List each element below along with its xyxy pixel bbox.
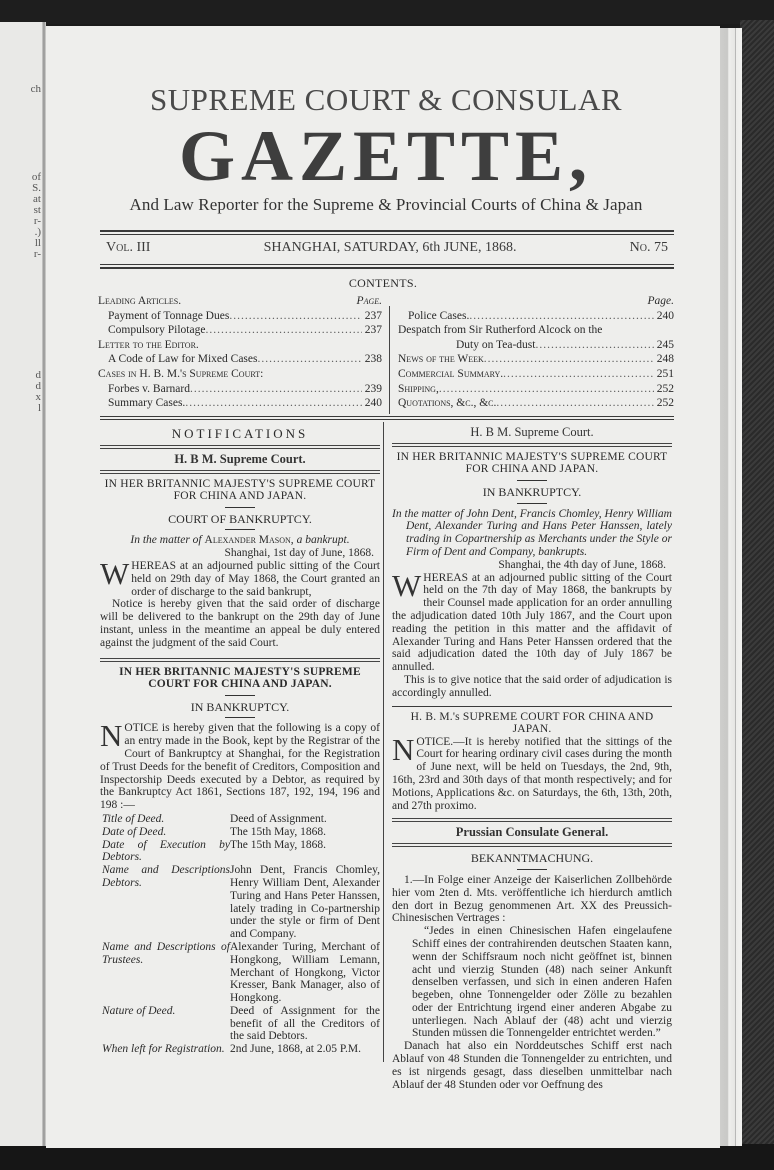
place-date: SHANGHAI, SATURDAY, 6th JUNE, 1868. bbox=[263, 240, 517, 255]
toc-section: Cases in H. B. M.'s Supreme Court: bbox=[98, 367, 264, 380]
deed-row: Name and Descriptions of Trustees. Alexander Turing, Merchant of Hongkong, William Lemann, Merchant of Hongkong, Victor Kresser, Bank Manager, also of Hongkong. bbox=[102, 940, 380, 1005]
margin-fragment: d bbox=[35, 380, 41, 392]
double-rule bbox=[392, 843, 672, 847]
toc-entry[interactable]: Despatch from Sir Rutherford Alcock on the bbox=[398, 324, 603, 337]
margin-fragment: S. bbox=[32, 182, 41, 194]
section-header: NOTIFICATIONS bbox=[171, 426, 309, 441]
notice-paragraph: Notice is hereby given that the said order of discharge will be delivered to the bankrupt on the 29th day of June instant, unless in the meantime an appeal be duly entered against the judgment of the said Court. bbox=[100, 598, 380, 649]
margin-fragment: st bbox=[33, 204, 41, 216]
double-rule bbox=[100, 470, 380, 474]
toc-entry[interactable]: Quotations, &c., &c. ..... 252 bbox=[398, 396, 674, 411]
deed-row: Date of Execution by Debtors. The 15th May, 1868. bbox=[102, 838, 327, 864]
deed-row: Title of Deed. Deed of Assignment. bbox=[102, 812, 327, 825]
matter-line: In the matter of Alexander Mason, a bankrupt. bbox=[130, 534, 350, 547]
court-header: H. B M. Supreme Court. bbox=[174, 451, 306, 466]
margin-fragment: at bbox=[33, 193, 41, 205]
toc-entry[interactable]: A Code of Law for Mixed Cases ..... 238 bbox=[98, 352, 382, 367]
contents-title: CONTENTS. bbox=[348, 276, 418, 290]
deed-row: Nature of Deed. Deed of Assignment for the benefit of all the Creditors of the said Debtors. bbox=[102, 1004, 380, 1043]
deed-row: Date of Deed. The 15th May, 1868. bbox=[102, 825, 327, 838]
rule bbox=[100, 264, 674, 265]
masthead bbox=[98, 82, 674, 216]
masthead-subtitle: And Law Reporter for the Supreme & Provincial Courts of China & Japan bbox=[129, 195, 643, 214]
margin-fragment: d bbox=[35, 369, 41, 381]
short-rule bbox=[225, 529, 255, 530]
short-rule bbox=[225, 717, 255, 718]
double-rule bbox=[392, 818, 672, 822]
double-rule bbox=[100, 445, 380, 449]
margin-fragment: ch bbox=[30, 83, 41, 95]
rule bbox=[100, 267, 674, 269]
rule bbox=[100, 230, 674, 232]
toc-left bbox=[98, 294, 382, 411]
notice-title: H. B. M.'s SUPREME COURT FOR CHINA AND JAPAN. bbox=[410, 710, 654, 736]
page-stack-edges bbox=[718, 28, 742, 1146]
notice-paragraph: WHEREAS at an adjourned public sitting of the Court held on the 7th day of May 1868, the bankrupts by their Counsel made application for an order annulling the adjudication dated 10th July 1867, and the Court upon reading the petition in this matter and the affidavit of Alexander Turing and Hans Peter Hanssen ordered that the said adjudication dated the 10th day of July 1867 be annulled. bbox=[392, 567, 672, 674]
short-rule bbox=[225, 507, 255, 508]
dateline: Shanghai, the 4th day of June, 1868. bbox=[498, 558, 666, 571]
margin-fragment: x bbox=[35, 391, 41, 403]
facing-page-edge bbox=[0, 22, 44, 1146]
notice-paragraph: Danach hat also ein Norddeutsches Schiff erst nach Ablauf von 48 Stunden die Tonnengelder zu entrichten, und es ist nirgends gesagt, dass dieselben unmittelbar nach Ablauf der 48 Stunden oder vor Oeffnung des bbox=[392, 1040, 672, 1091]
matter-line: In the matter of John Dent, Francis Chomley, Henry William Dent, Alexander Turing and Hans Peter Hanssen, lately trading in Copartnership as Merchants under the Style or Firm of Dent and Company, bankrupts. bbox=[392, 507, 672, 558]
margin-fragment: ll bbox=[34, 237, 41, 249]
toc-page-header: Page. bbox=[647, 295, 674, 307]
short-rule bbox=[225, 695, 255, 696]
deed-row: Name and Descriptions Debtors. John Dent, Francis Chomley, Henry William Dent, Alexander Turing and Hans Peter Hanssen, lately trading in Co-partnership under the style or firm of Dent and Company. bbox=[102, 864, 380, 941]
issue-line bbox=[106, 240, 668, 256]
notice-subtitle: COURT OF BANKRUPTCY. bbox=[168, 511, 312, 526]
quoted-article: “Jedes in einen Chinesischen Hafen eingelaufene Schiff eines der contrahirenden deutschen Staaten kann, wenn der Schiffsraum noch nicht geöffnet ist, binnen acht und vierzig Stunden (48) nach seiner Ankunft denselben verfassen, und sich in einen anderen Hafen begeben, ohne Tonnengelder oder Zölle zu bezahlen oder der Entrichtung irgend einer anderen Abgabe zu unterliegen. Nach Ablauf der (48) acht und vierzig Stunden müssen die Tonnengelder entrichtet werden.” bbox=[412, 925, 672, 1040]
short-rule bbox=[517, 503, 547, 504]
book-binding-right bbox=[740, 20, 774, 1170]
toc-section: Leading Articles. Page. bbox=[98, 295, 382, 307]
issue-number: No. 75 bbox=[629, 240, 668, 255]
toc-entry[interactable]: Summary Cases. ..... 240 bbox=[98, 396, 382, 411]
toc-section: Letter to the Editor. bbox=[98, 338, 199, 351]
rule bbox=[392, 706, 672, 707]
toc-entry[interactable]: Commercial Summary. ..... 251 bbox=[398, 367, 674, 382]
notice-title: IN HER BRITANNIC MAJESTY'S SUPREME COURT FOR CHINA AND JAPAN. bbox=[104, 477, 376, 503]
masthead-line1: SUPREME COURT & CONSULAR bbox=[149, 82, 623, 117]
column-divider bbox=[383, 422, 384, 1062]
masthead-title: GAZETTE, bbox=[178, 116, 594, 196]
right-column bbox=[392, 422, 672, 1091]
notice-title: IN HER BRITANNIC MAJESTY'S SUPREME COURT FOR CHINA AND JAPAN. bbox=[396, 450, 668, 476]
toc-divider bbox=[389, 306, 390, 414]
court-header: H. B M. Supreme Court. bbox=[470, 425, 594, 439]
margin-fragment: r- bbox=[33, 248, 41, 260]
notice-title: BEKANNTMACHUNG. bbox=[470, 851, 594, 866]
toc-entry[interactable]: Forbes v. Barnard ..... 239 bbox=[98, 382, 382, 397]
toc-entry[interactable]: Payment of Tonnage Dues ..... 237 bbox=[98, 309, 382, 324]
toc-entry[interactable]: Duty on Tea-dust ..... 245 bbox=[398, 338, 674, 353]
consulate-header: Prussian Consulate General. bbox=[455, 825, 609, 840]
double-rule bbox=[392, 443, 672, 447]
notice-paragraph: This is to give notice that the said order of adjudication is accordingly annulled. bbox=[392, 673, 672, 699]
notice-paragraph: WHEREAS at an adjourned public sitting of the Court held on 29th day of May 1868, the Court granted an order of discharge to the said bankrupt, bbox=[100, 555, 380, 598]
notice-paragraph: NOTICE.—It is hereby notified that the sittings of the Court for hearing ordinary civil cases during the month of June next, will be held on Tuesdays, the 2nd, 9th, 16th, 23rd and 30th days of that month respectively; and for Motions, Applications &c. on Saturdays, the 6th, 13th, 20th, and 27th proximo. bbox=[392, 731, 672, 812]
notice-subtitle: IN BANKRUPTCY. bbox=[482, 484, 582, 499]
notice-subtitle: IN BANKRUPTCY. bbox=[190, 699, 290, 714]
short-rule bbox=[517, 480, 547, 481]
margin-fragment: of bbox=[31, 171, 41, 183]
notice-paragraph: NOTICE is hereby given that the following is a copy of an entry made in the Book, kept by the Registrar of the Court of Bankruptcy at Shanghai, for the Registration of Trust Deeds for the benefit of Creditors, Composition and Inspectorship Deeds executed by a Debtor, as required by the Bankruptcy Act 1861, Sections 187, 192, 194, 196 and 198 :— bbox=[100, 718, 380, 812]
margin-fragment: .) bbox=[34, 226, 41, 238]
toc-right bbox=[398, 294, 674, 411]
margin-fragment: l bbox=[37, 402, 41, 414]
margin-fragment: r- bbox=[33, 215, 41, 227]
toc-entry[interactable]: Shipping, ..... 252 bbox=[398, 382, 674, 397]
short-rule bbox=[517, 869, 547, 870]
dateline: Shanghai, 1st day of June, 1868. bbox=[224, 547, 374, 560]
deed-row: When left for Registration. 2nd June, 1868, at 2.05 P.M. bbox=[102, 1043, 361, 1056]
toc-entry[interactable]: Police Cases. ..... 240 bbox=[398, 309, 674, 324]
double-rule bbox=[100, 658, 380, 662]
gazette-page bbox=[46, 26, 720, 1148]
rule bbox=[100, 419, 674, 420]
toc-entry[interactable]: Compulsory Pilotage ..... 237 bbox=[98, 323, 382, 338]
notice-paragraph: 1.—In Folge einer Anzeige der Kaiserlichen Zollbehörde hier vom 2ten d. Mts. veröffentliche ich hierdurch amtlich den dort in Bezug genommenen Art. XX des Preussich-Chinesischen Vertrages : bbox=[392, 873, 672, 925]
book-binding-top bbox=[0, 0, 774, 24]
toc-entry[interactable]: News of the Week ..... 248 bbox=[398, 352, 674, 367]
deed-table bbox=[100, 813, 380, 1056]
volume: Vol. III bbox=[106, 240, 151, 255]
left-column bbox=[100, 422, 380, 1056]
notice-title: IN HER BRITANNIC MAJESTY'S SUPREME COURT FOR CHINA AND JAPAN. bbox=[119, 665, 361, 691]
rule bbox=[100, 416, 674, 417]
rule bbox=[100, 234, 674, 235]
